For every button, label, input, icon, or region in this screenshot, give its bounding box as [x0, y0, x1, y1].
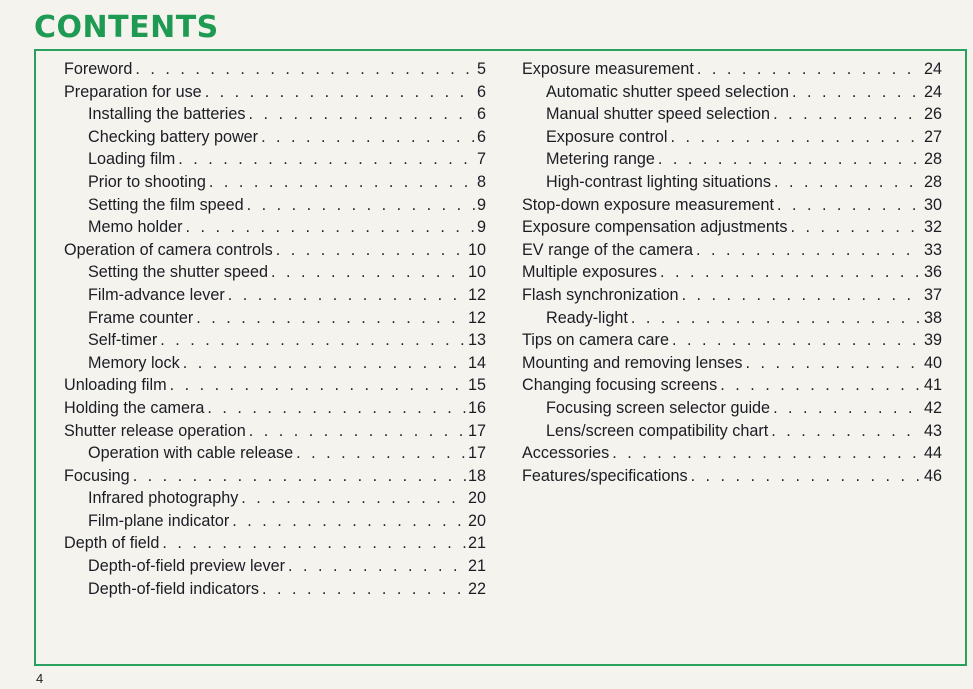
- dot-leader: [207, 397, 466, 420]
- dot-leader: [183, 352, 466, 375]
- dot-leader: [261, 126, 475, 149]
- toc-entry-page: 38: [923, 308, 942, 327]
- toc-entry: [64, 555, 486, 578]
- toc-entry-page: 28: [923, 172, 942, 191]
- toc-entry-page: 18: [467, 466, 486, 485]
- dot-leader: [792, 81, 922, 104]
- toc-entry-title: Setting the film speed: [88, 195, 244, 214]
- dot-leader: [745, 352, 922, 375]
- toc-entry-page: 16: [467, 398, 486, 417]
- toc-entry-title: Changing focusing screens: [522, 376, 718, 395]
- toc-entry: [64, 352, 486, 375]
- toc-entry-page: 21: [467, 534, 486, 553]
- toc-entry: [64, 284, 486, 307]
- toc-entry: [64, 171, 486, 194]
- toc-entry: [64, 58, 486, 81]
- dot-leader: [135, 58, 475, 81]
- toc-entry-page: 13: [467, 331, 486, 350]
- toc-entry-page: 8: [476, 172, 486, 191]
- dot-leader: [205, 81, 475, 104]
- toc-entry-page: 20: [467, 511, 486, 530]
- toc-entry: [64, 420, 486, 443]
- toc-entry-page: 5: [476, 60, 486, 78]
- toc-left-column: [64, 58, 486, 600]
- toc-entry-title: Automatic shutter speed selection: [546, 82, 789, 101]
- dot-leader: [178, 148, 475, 171]
- dot-leader: [670, 126, 922, 149]
- dot-leader: [771, 420, 922, 443]
- dot-leader: [790, 216, 922, 239]
- toc-entry-title: Setting the shutter speed: [88, 263, 268, 282]
- toc-entry-page: 26: [923, 105, 942, 124]
- toc-entry: [522, 126, 942, 149]
- dot-leader: [185, 216, 475, 239]
- toc-entry-title: Film-advance lever: [88, 285, 225, 304]
- toc-entry-title: EV range of the camera: [522, 240, 693, 259]
- toc-entry-page: 40: [923, 353, 942, 372]
- toc-entry: [522, 103, 942, 126]
- toc-entry-page: 7: [476, 150, 486, 169]
- toc-entry-page: 15: [467, 376, 486, 395]
- toc-entry-page: 24: [923, 82, 942, 101]
- toc-entry-page: 21: [467, 557, 486, 576]
- toc-entry: [522, 442, 942, 465]
- toc-entry: [64, 442, 486, 465]
- toc-entry-title: Focusing: [64, 466, 130, 485]
- toc-entry-title: Depth-of-field preview lever: [88, 557, 286, 576]
- toc-entry-title: Exposure control: [546, 127, 668, 146]
- dot-leader: [170, 374, 466, 397]
- toc-entry: [522, 58, 942, 81]
- toc-entry-page: 42: [923, 398, 942, 417]
- toc-entry-title: Checking battery power: [88, 127, 259, 146]
- toc-entry-page: 27: [923, 127, 942, 146]
- toc-entry-page: 32: [923, 218, 942, 237]
- toc-entry: [64, 81, 486, 104]
- toc-entry-title: Mounting and removing lenses: [522, 353, 743, 372]
- toc-entry: [522, 465, 942, 488]
- toc-entry-page: 17: [467, 444, 486, 463]
- dot-leader: [773, 103, 922, 126]
- dot-leader: [672, 329, 922, 352]
- toc-entry-page: 28: [923, 150, 942, 169]
- dot-leader: [162, 532, 466, 555]
- toc-entry: [522, 216, 942, 239]
- dot-leader: [133, 465, 466, 488]
- toc-entry: [522, 171, 942, 194]
- toc-entry-page: 6: [476, 105, 486, 124]
- toc-entry-title: Frame counter: [88, 308, 194, 327]
- toc-entry-title: Loading film: [88, 150, 176, 169]
- toc-right-column: [522, 58, 942, 487]
- toc-entry-page: 9: [476, 195, 486, 214]
- toc-entry-title: Flash synchronization: [522, 285, 679, 304]
- toc-entry-title: Exposure measurement: [522, 60, 694, 78]
- dot-leader: [288, 555, 466, 578]
- toc-entry: [522, 307, 942, 330]
- toc-entry-title: Shutter release operation: [64, 421, 246, 440]
- toc-entry: [64, 103, 486, 126]
- toc-entry-title: Accessories: [522, 444, 610, 463]
- dot-leader: [612, 442, 922, 465]
- toc-entry-title: Metering range: [546, 150, 655, 169]
- toc-entry: [522, 352, 942, 375]
- toc-entry-title: Operation with cable release: [88, 444, 294, 463]
- toc-entry-page: 43: [923, 421, 942, 440]
- page-number: 4: [36, 671, 44, 686]
- toc-entry: [64, 194, 486, 217]
- toc-entry-title: Memory lock: [88, 353, 180, 372]
- toc-entry: [64, 261, 486, 284]
- toc-entry-page: 6: [476, 82, 486, 101]
- toc-entry: [64, 307, 486, 330]
- toc-entry-title: Focusing screen selector guide: [546, 398, 771, 417]
- toc-entry-page: 33: [923, 240, 942, 259]
- dot-leader: [276, 239, 466, 262]
- toc-entry-title: High-contrast lighting situations: [546, 172, 771, 191]
- toc-entry-title: Stop-down exposure measurement: [522, 195, 774, 214]
- toc-entry-title: Foreword: [64, 60, 133, 78]
- dot-leader: [777, 194, 922, 217]
- toc-entry-page: 20: [467, 489, 486, 508]
- toc-entry: [522, 261, 942, 284]
- toc-entry-page: 12: [467, 285, 486, 304]
- toc-entry-title: Depth of field: [64, 534, 160, 553]
- dot-leader: [691, 465, 922, 488]
- toc-entry: [522, 329, 942, 352]
- toc-entry: [64, 532, 486, 555]
- toc-entry: [64, 397, 486, 420]
- toc-entry-title: Multiple exposures: [522, 263, 657, 282]
- toc-entry: [522, 148, 942, 171]
- toc-entry-page: 12: [467, 308, 486, 327]
- toc-entry: [64, 329, 486, 352]
- toc-entry: [64, 487, 486, 510]
- toc-entry-title: Infrared photography: [88, 489, 239, 508]
- toc-entry-title: Operation of camera controls: [64, 240, 273, 259]
- toc-entry-page: 30: [923, 195, 942, 214]
- toc-entry-title: Film-plane indicator: [88, 511, 230, 530]
- toc-entry: [522, 374, 942, 397]
- dot-leader: [262, 578, 466, 601]
- toc-entry-page: 36: [923, 263, 942, 282]
- dot-leader: [271, 261, 466, 284]
- toc-entry: [522, 81, 942, 104]
- page-title: CONTENTS: [34, 10, 219, 45]
- toc-entry: [64, 148, 486, 171]
- toc-entry-title: Prior to shooting: [88, 172, 206, 191]
- dot-leader: [241, 487, 466, 510]
- toc-entry-page: 24: [923, 60, 942, 78]
- dot-leader: [296, 442, 466, 465]
- toc-entry: [522, 194, 942, 217]
- toc-entry-page: 41: [923, 376, 942, 395]
- toc-entry-page: 9: [476, 218, 486, 237]
- toc-entry-page: 6: [476, 127, 486, 146]
- toc-entry-title: Self-timer: [88, 331, 158, 350]
- toc-entry-title: Lens/screen compatibility chart: [546, 421, 769, 440]
- toc-entry: [522, 239, 942, 262]
- toc-entry-title: Preparation for use: [64, 82, 202, 101]
- dot-leader: [228, 284, 466, 307]
- toc-entry: [522, 397, 942, 420]
- toc-entry-title: Installing the batteries: [88, 105, 246, 124]
- toc-entry: [522, 420, 942, 443]
- dot-leader: [247, 194, 475, 217]
- dot-leader: [774, 171, 922, 194]
- toc-entry: [64, 239, 486, 262]
- toc-entry-title: Features/specifications: [522, 466, 688, 485]
- dot-leader: [697, 58, 922, 81]
- toc-entry-page: 46: [923, 466, 942, 485]
- dot-leader: [248, 103, 475, 126]
- toc-entry-page: 10: [467, 240, 486, 259]
- dot-leader: [631, 307, 922, 330]
- toc-entry-title: Depth-of-field indicators: [88, 579, 259, 598]
- toc-entry-title: Holding the camera: [64, 398, 205, 417]
- toc-entry: [64, 126, 486, 149]
- dot-leader: [658, 148, 922, 171]
- toc-entry-title: Exposure compensation adjustments: [522, 218, 788, 237]
- dot-leader: [196, 307, 466, 330]
- dot-leader: [696, 239, 922, 262]
- toc-entry-title: Ready-light: [546, 308, 628, 327]
- toc-entry: [64, 578, 486, 601]
- toc-entry-title: Manual shutter speed selection: [546, 105, 771, 124]
- toc-entry-title: Tips on camera care: [522, 331, 669, 350]
- toc-entry-page: 14: [467, 353, 486, 372]
- toc-entry: [522, 284, 942, 307]
- toc-entry-page: 10: [467, 263, 486, 282]
- toc-entry-title: Unloading film: [64, 376, 167, 395]
- toc-entry-page: 37: [923, 285, 942, 304]
- dot-leader: [160, 329, 466, 352]
- dot-leader: [232, 510, 466, 533]
- dot-leader: [682, 284, 922, 307]
- toc-entry-page: 22: [467, 579, 486, 598]
- toc-entry-page: 17: [467, 421, 486, 440]
- dot-leader: [660, 261, 922, 284]
- dot-leader: [209, 171, 475, 194]
- toc-entry-title: Memo holder: [88, 218, 183, 237]
- toc-entry-page: 39: [923, 331, 942, 350]
- dot-leader: [720, 374, 922, 397]
- dot-leader: [249, 420, 466, 443]
- toc-entry-page: 44: [923, 444, 942, 463]
- dot-leader: [773, 397, 922, 420]
- toc-entry: [64, 465, 486, 488]
- toc-entry: [64, 216, 486, 239]
- toc-entry: [64, 510, 486, 533]
- toc-entry: [64, 374, 486, 397]
